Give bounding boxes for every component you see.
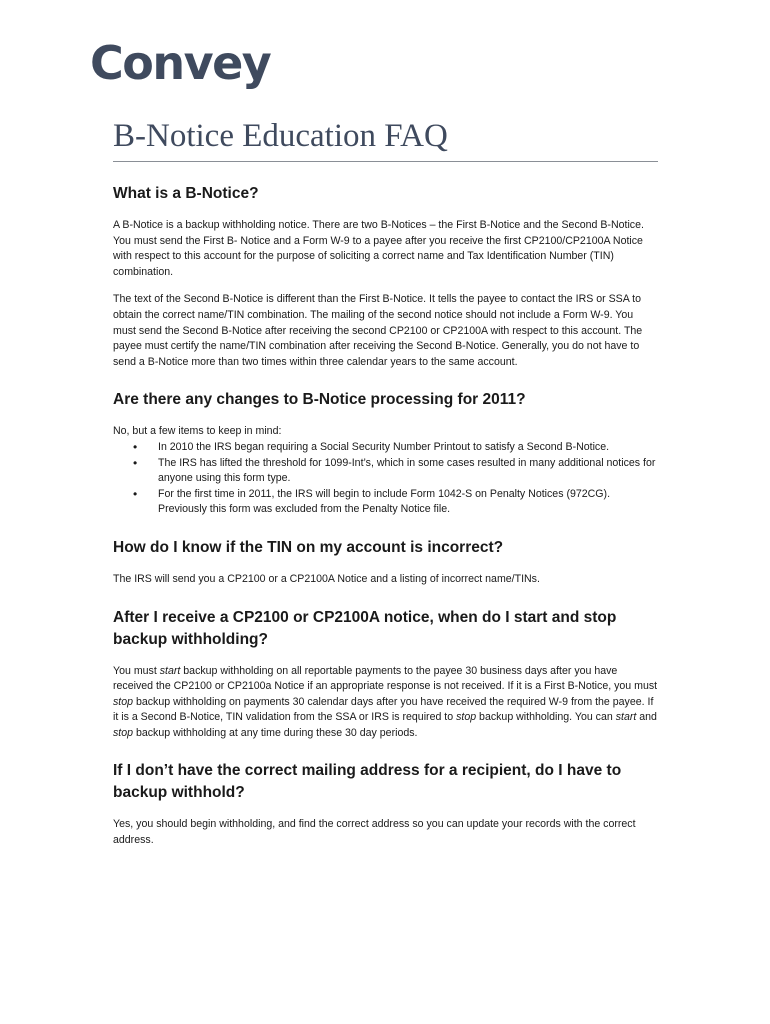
document-title: B-Notice Education FAQ [113, 118, 448, 154]
answer-text: backup withholding at any time during these 30 day periods. [133, 726, 418, 739]
emphasis-stop: stop [113, 726, 134, 739]
faq-answer-paragraph: The IRS will send you a CP2100 or a CP2100A Notice and a listing of incorrect name/TINs. [113, 572, 540, 585]
faq-content [113, 183, 658, 849]
faq-answer-intro: No, but a few items to keep in mind: [113, 425, 282, 438]
emphasis-start: start [615, 711, 637, 724]
answer-text: backup withholding. You can [476, 711, 616, 724]
title-underline [113, 161, 658, 162]
faq-question: After I receive a CP2100 or CP2100A notice, when do I start and stop backup withholding? [113, 608, 617, 648]
answer-text: backup withholding on payments 30 calendar days after you have received the required W-9 from the payee. If it is a Second B-Notice, TIN validation from the SSA or IRS is required to [113, 695, 654, 724]
answer-text: You must [113, 664, 160, 677]
faq-question: How do I know if the TIN on my account is incorrect? [113, 538, 504, 556]
faq-question: If I don’t have the correct mailing address for a recipient, do I have to backup withhold? [113, 762, 622, 802]
convey-logo: Convey [90, 36, 271, 90]
list-item: • The IRS has lifted the threshold for 1099-Int’s, which in some cases resulted in many additional notices for anyone using this form type. [113, 456, 658, 487]
answer-text: and [636, 711, 657, 724]
emphasis-stop: stop [456, 711, 477, 724]
faq-answer-paragraph: A B-Notice is a backup withholding notice. There are two B-Notices – the First B-Notice and the Second B-Notice. You must send the First B- Notice and a Form W-9 to a payee after you receive the first CP2100/CP2100A Notice with respect to this account for the purpose of soliciting a correct name and Tax Identification Number (TIN) combination. [113, 219, 644, 278]
answer-text: backup withholding on all reportable payments to the payee 30 business days after you have received the CP2100 or CP2100a Notice if an appropriate response is not received. If it is a First B-Notice, you must [113, 664, 658, 693]
faq-question: Are there any changes to B-Notice processing for 2011? [113, 391, 526, 409]
list-item: • For the first time in 2011, the IRS will begin to include Form 1042-S on Penalty Notices (972CG). Previously this form was excluded from the Penalty Notice file. [113, 487, 658, 518]
faq-bullet-list [113, 440, 658, 518]
list-item: • In 2010 the IRS began requiring a Social Security Number Printout to satisfy a Second B-Notice. [113, 440, 658, 456]
emphasis-start: start [159, 664, 181, 677]
emphasis-stop: stop [113, 695, 134, 708]
faq-answer-paragraph: Yes, you should begin withholding, and find the correct address so you can update your records with the correct address. [113, 818, 636, 847]
faq-answer-paragraph: The text of the Second B-Notice is different than the First B-Notice. It tells the payee to contact the IRS or SSA to obtain the correct name/TIN combination. The mailing of the second notice should not include a Form W-9. You must send the Second B-Notice after receiving the second CP2100 or CP2100A with respect to this account. The payee must certify the name/TIN combination after receiving the Second B-Notice. Generally, you do not have to send a B-Notice more than two times within three calendar years to the same account. [113, 293, 643, 368]
faq-answer-paragraph [113, 664, 658, 742]
faq-question: What is a B-Notice? [113, 185, 259, 202]
